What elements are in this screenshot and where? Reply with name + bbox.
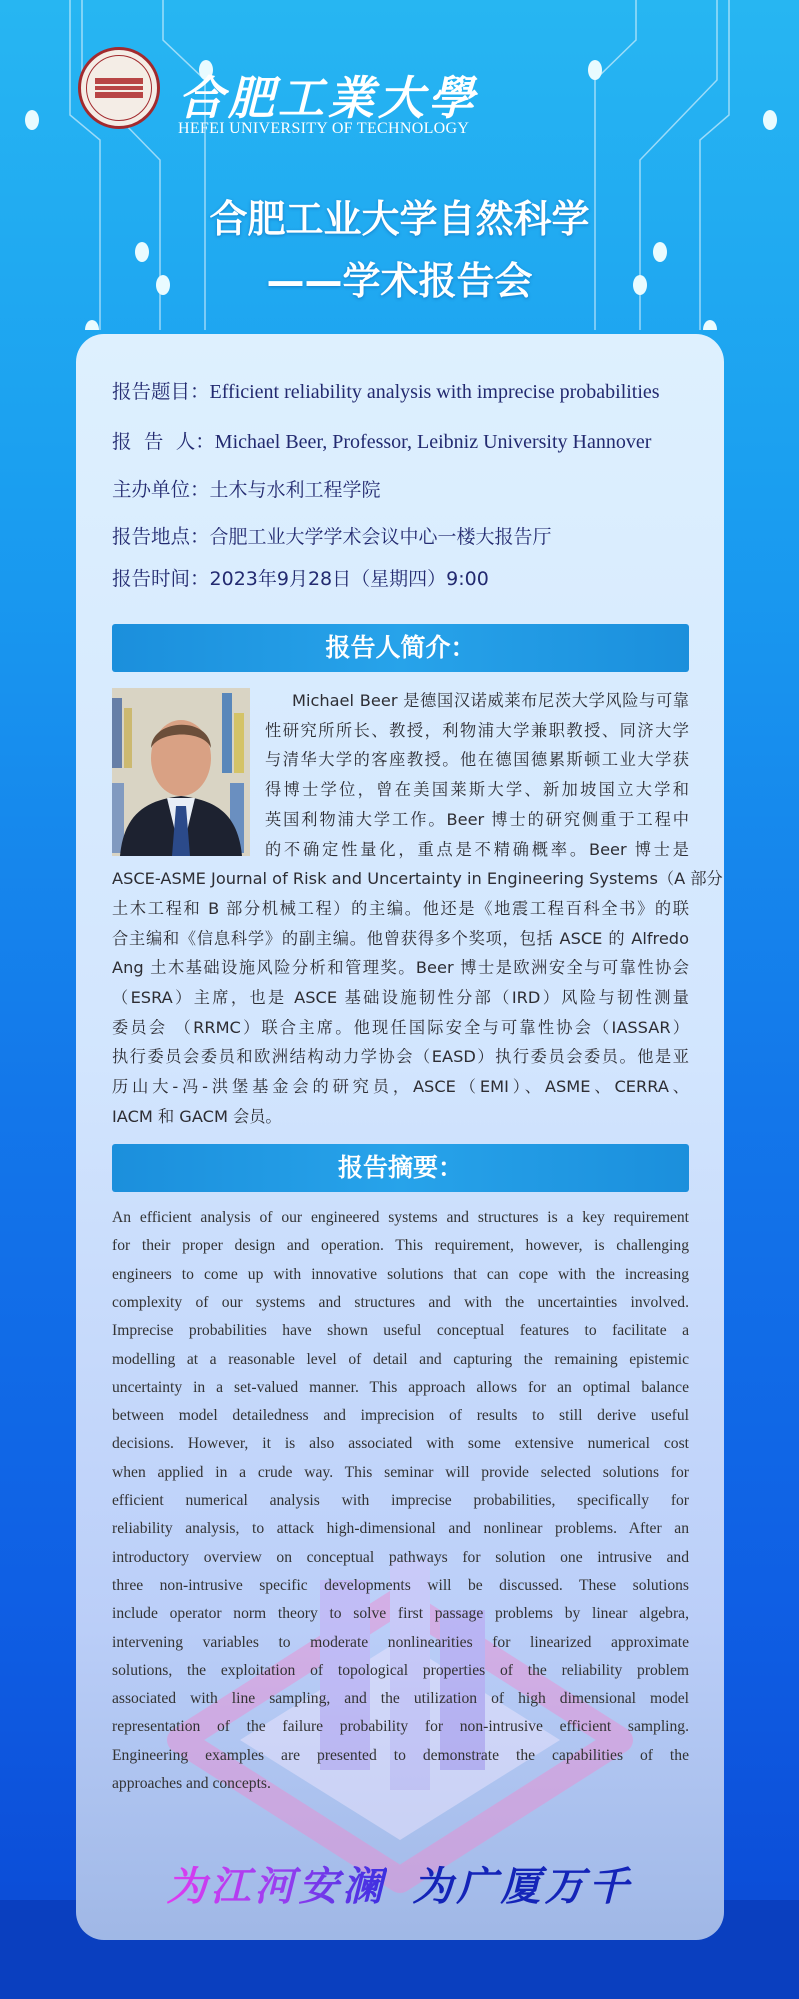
abstract-line: efficient numerical analysis with imprecise probabilities, specifically for [112, 1492, 689, 1509]
info-row [112, 426, 651, 454]
university-seal-logo [78, 47, 160, 129]
abstract-line: Engineering examples are presented to demonstrate the capabilities of the [112, 1746, 689, 1764]
bio-line: 英国利物浦大学工作。Beer 博士的研究侧重于工程中 [265, 809, 689, 829]
abstract-line: representation of the failure probability for non-intrusive efficient sampling. [112, 1718, 689, 1736]
page-subtitle: ——学术报告会 [266, 259, 533, 303]
bio-line: 的不确定性量化，重点是不精确概率。Beer 博士是 [265, 839, 689, 859]
bio-line: （ESRA）主席，也是 ASCE 基础设施韧性分部（IRD）风险与韧性测量 [112, 988, 689, 1007]
info-label: 主办单位： [112, 478, 210, 501]
abstract-heading: 报告摘要： [112, 1144, 689, 1192]
abstract-line: introductory overview on conceptual pathways for solution one intrusive and [112, 1548, 689, 1566]
info-row [112, 521, 552, 549]
info-value: 合肥工业大学学术会议中心一楼大报告厅 [209, 526, 552, 548]
bio-line: 历山大-冯-洪堡基金会的研究员，ASCE（EMI）、ASME、CERRA、 [112, 1077, 689, 1097]
abstract-line: approaches and concepts. [112, 1775, 271, 1792]
bio-line: IACM 和 GACM 会员。 [112, 1106, 282, 1126]
bio-line: 委员会 （RRMC）联合主席。他现任国际安全与可靠性协会（IASSAR） [112, 1017, 689, 1037]
abstract-line: Imprecise probabilities have shown useful conceptual features to facilitate a [112, 1322, 689, 1340]
speaker-bio-heading: 报告人简介： [112, 624, 689, 672]
info-value: Efficient reliability analysis with imprecise probabilities [209, 381, 660, 403]
abstract-line: solutions, the exploitation of topological properties of the reliability problem [112, 1661, 689, 1679]
abstract-line: An efficient analysis of our engineered systems and structures is a key requirement [112, 1209, 689, 1226]
abstract-line: reliability analysis, to attack high-dimensional and nonlinear problems. After an [112, 1520, 689, 1538]
slogan-part-2: 为广厦万千 [412, 1863, 633, 1910]
info-label: 报告题目： [112, 380, 210, 403]
abstract-line: modelling at a reasonable level of detail and capturing the remaining epistemic [112, 1350, 689, 1368]
abstract-line: intervening variables to moderate nonlinearities for linearized approximate [112, 1633, 689, 1651]
info-row [112, 563, 489, 591]
info-value: Michael Beer, Professor, Leibniz University Hannover [214, 431, 652, 453]
speaker-photo [112, 688, 250, 856]
abstract-line: complexity of our systems and structures and with the uncertainties involved. [112, 1293, 689, 1311]
abstract-line: three non-intrusive specific developments will be discussed. These solutions [112, 1576, 689, 1594]
slogan [0, 1855, 799, 1912]
info-row [112, 474, 381, 502]
university-name-cn: 合肥工業大學 [178, 71, 478, 125]
info-value: 2023年9月28日（星期四）9:00 [209, 568, 489, 590]
bio-line: 执行委员会委员和欧洲结构动力学协会（EASD）执行委员会委员。他是亚 [112, 1047, 689, 1067]
info-label: 报告时间： [112, 567, 210, 590]
bio-line: 得博士学位，曾在美国莱斯大学、新加坡国立大学和 [265, 780, 689, 800]
abstract-line: decisions. However, it is also associated with some extensive numerical cost [112, 1435, 689, 1453]
abstract-line: include operator norm theory to solve first passage problems by linear algebra, [112, 1605, 689, 1623]
abstract-line: engineers to come up with innovative solutions that can cope with the increasing [112, 1265, 689, 1283]
bio-line: Ang 土木基础设施风险分析和管理奖。Beer 博士是欧洲安全与可靠性协会 [112, 958, 689, 978]
abstract-line: when applied in a crude way. This seminar will provide selected solutions for [112, 1463, 689, 1481]
slogan-part-1: 为江河安澜 [166, 1863, 387, 1910]
info-label: 报 告 人： [112, 430, 215, 453]
university-name-en: HEFEI UNIVERSITY OF TECHNOLOGY [178, 120, 470, 137]
bio-line: 与清华大学的客座教授。他在德国德累斯顿工业大学获 [265, 750, 689, 770]
abstract-line: uncertainty in a set-valued manner. This approach allows for an optimal balance [112, 1378, 689, 1396]
abstract-line: associated with line sampling, and the utilization of high dimensional model [112, 1690, 689, 1708]
bio-line: ASCE-ASME Journal of Risk and Uncertainty in Engineering Systems（A 部分 [112, 869, 723, 889]
info-value: 土木与水利工程学院 [209, 479, 381, 501]
info-row [112, 376, 660, 404]
bio-line: 土木工程和 B 部分机械工程）的主编。他还是《地震工程百科全书》的联 [112, 898, 689, 918]
info-label: 报告地点： [112, 525, 210, 548]
page-title: 合肥工业大学自然科学 [209, 197, 590, 241]
bio-line: 合主编和《信息科学》的副主编。他曾获得多个奖项，包括 ASCE 的 Alfredo [112, 928, 689, 948]
abstract-line: for their proper design and operation. This requirement, however, is challenging [112, 1237, 689, 1255]
bio-line: 性研究所所长、教授，利物浦大学兼职教授、同济大学 [265, 720, 689, 740]
bio-line: Michael Beer 是德国汉诺威莱布尼茨大学风险与可靠 [292, 691, 689, 710]
abstract-line: between model detailedness and imprecision of results to still derive useful [112, 1407, 689, 1425]
